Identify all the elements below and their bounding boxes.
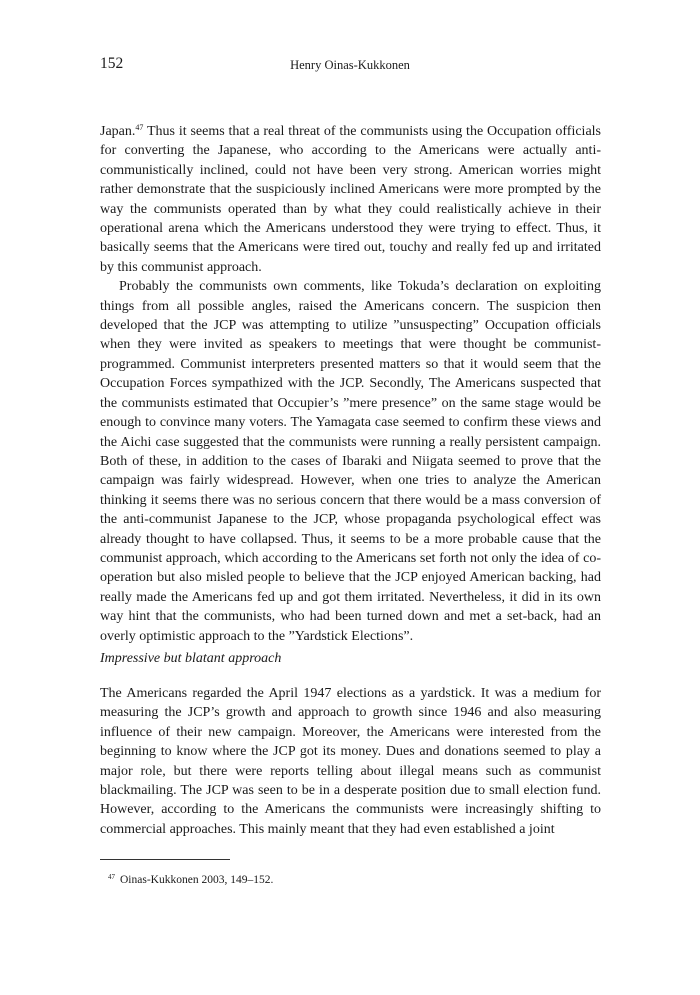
section-heading: Impressive but blatant approach	[100, 651, 282, 666]
body-text	[100, 122, 601, 646]
paragraph-2: Probably the communists own comments, like Tokuda’s declaration on exploiting things from all possible angles, raised the Americans concern. The suspicion then developed that the JCP was attempting to utilize ”unsuspecting” Occupation officials when they were invited as speakers to meetings that were thought be communist-programmed. Communist interpreters presented matters so that it would seem that the Occupation Forces sympathized with the JCP. Secondly, The Americans suspected that the communists estimated that Occupier’s ”mere presence” on the same stage would be enough to convince many voters. The Yamagata case seemed to confirm these views and the Aichi case suggested that the communists were running a really persistent campaign. Both of these, in addition to the cases of Ibaraki and Niigata seemed to prove that the campaign was fairly widespread. However, when one tries to analyze the American thinking it seems there was no serious concern that there would be a mass conversion of the anti-communist Japanese to the JCP, whose propaganda psychological effect was already thought to have collapsed. Thus, it seems to be a more probable cause that the communist approach, which according to the Americans set forth not only the idea of co-operation but also misled people to believe that the JCP enjoyed American backing, had really made the Americans fed up and got them irritated. Nevertheless, it did in its own way hint that the communists, who had been turned down and met a set-back, had an overly optimistic approach to the ”Yardstick Elections”.	[100, 279, 601, 644]
footnote	[108, 873, 273, 887]
footnote-number: 47	[108, 873, 115, 881]
paragraph-1	[100, 122, 601, 277]
footnote-text: Oinas-Kukkonen 2003, 149–152.	[120, 874, 274, 886]
page-number: 152	[100, 55, 124, 72]
footnote-rule	[100, 859, 230, 860]
paragraph-1-lead: Japan.	[100, 124, 136, 139]
footnote-reference[interactable]: 47	[135, 123, 144, 132]
body-text-continued	[100, 684, 601, 839]
running-head: Henry Oinas-Kukkonen	[290, 58, 410, 72]
paragraph-3: The Americans regarded the April 1947 elections as a yardstick. It was a medium for measuring the JCP’s growth and approach to growth since 1946 and also measuring influence of their new campaign. Moreover, the Americans were interested from the beginning to know where the JCP got its money. Dues and donations seemed to play a major role, but there were reports telling about illegal means such as communist blackmailing. The JCP was seen to be in a desperate position due to small election fund. However, according to the Americans the communists were increasingly shifting to commercial approaches. This mainly meant that they had even established a joint	[100, 686, 601, 837]
paragraph-1-text: Thus it seems that a real threat of the communists using the Occupation officials for converting the Japanese, who according to the Americans were actually anti-communistically inclined, could not have been very strong. American worries might rather demonstrate that the suspiciously inclined Americans were more prompted by the way the communists operated than by what they could realistically achieve in their operational arena which the Americans understood they were trying to effect. Thus, it basically seems that the Americans were tired out, touchy and really fed up and irritated by this communist approach.	[100, 124, 601, 275]
